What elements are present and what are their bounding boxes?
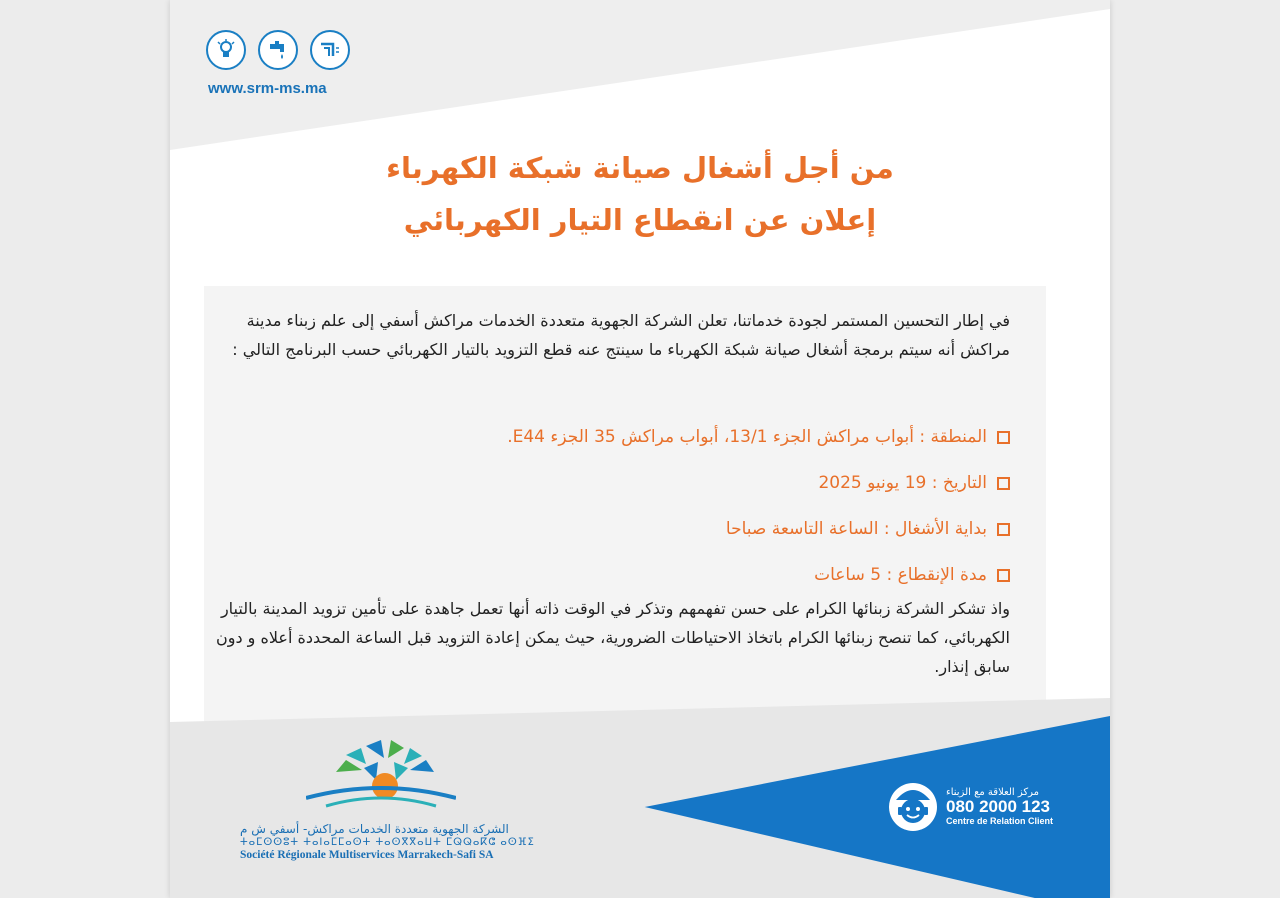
agent-headset-icon xyxy=(886,778,940,834)
list-item-date xyxy=(507,460,1010,506)
list-item-start-time xyxy=(507,506,1010,552)
hotline-label-ar: مركز العلاقة مع الزبناء xyxy=(946,786,1040,798)
customer-hotline[interactable] xyxy=(886,778,1053,834)
item-text: التاريخ : 19 يونيو 2025 xyxy=(818,473,987,493)
item-text: بداية الأشغال : الساعة التاسعة صباحا xyxy=(725,519,987,539)
title-line-1: من أجل أشغال صيانة شبكة الكهرباء xyxy=(386,151,894,185)
title-line-2: إعلان عن انقطاع التيار الكهربائي xyxy=(403,203,877,237)
intro-paragraph: في إطار التحسين المستمر لجودة خدماتنا، تعلن الشركة الجهوية متعددة الخدمات مراكش أسفي إلى علم زبناء مدينة مراكش أنه سيتم برمجة أشغال صيانة شبكة الكهرباء ما سينتج عنه قطع التزويد بالتيار الكهربائي حسب البرنامج التالي : xyxy=(232,311,1010,359)
list-item-zone xyxy=(507,414,1010,460)
water-tap-icon xyxy=(258,30,298,70)
hotline-number[interactable]: 080 2000 123 xyxy=(946,796,1050,816)
item-text: المنطقة : أبواب مراكش الجزء 13/1، أبواب مراكش 35 الجزء E44. xyxy=(507,427,987,447)
website-link[interactable]: www.srm-ms.ma xyxy=(208,80,327,97)
checkbox-icon xyxy=(997,523,1010,536)
company-logo-icon xyxy=(306,740,456,819)
header-band xyxy=(170,0,1110,150)
page-title xyxy=(170,142,1110,246)
announcement-page xyxy=(170,0,1110,898)
item-text: مدة الإنقطاع : 5 ساعات xyxy=(814,565,987,585)
company-name-tifinagh: ⵜⴰⵎⵙⵙⵓⵜ ⵜⴰⵏⴰⵎⵎⴰⵙⵜ ⵜⴰⵙⴳⴳⴰⵡⵜ ⵎⵕⵕⴰⴽⵛ ⴰⵙⴼⵉ xyxy=(240,837,535,848)
company-name xyxy=(240,822,540,861)
announcement-body xyxy=(204,286,1046,726)
lightbulb-icon xyxy=(206,30,246,70)
checkbox-icon xyxy=(997,477,1010,490)
company-name-ar: الشركة الجهوية متعددة الخدمات مراكش- أسفي ش م xyxy=(240,822,509,836)
company-name-fr: Société Régionale Multiservices Marrakech-Safi SA xyxy=(240,849,494,861)
hotline-label-fr: Centre de Relation Client xyxy=(946,815,1054,826)
closing-paragraph: واذ تشكر الشركة زبنائها الكرام على حسن تفهمهم وتذكر في الوقت ذاته أنها تعمل جاهدة على تأمين تزويد المدينة بالتيار الكهربائي، كما تنصح زبنائها الكرام باتخاذ الاحتياطات الضرورية، حيث يمكن إعادة التزويد قبل الساعة المحددة أعلاه و دون سابق إنذار. xyxy=(215,599,1010,676)
checkbox-icon xyxy=(997,569,1010,582)
checkbox-icon xyxy=(997,431,1010,444)
list-item-duration xyxy=(507,552,1010,598)
sanitation-pipe-icon xyxy=(310,30,350,70)
hotline-text xyxy=(946,787,1053,826)
schedule-list xyxy=(507,414,1010,598)
service-icons xyxy=(206,30,350,70)
